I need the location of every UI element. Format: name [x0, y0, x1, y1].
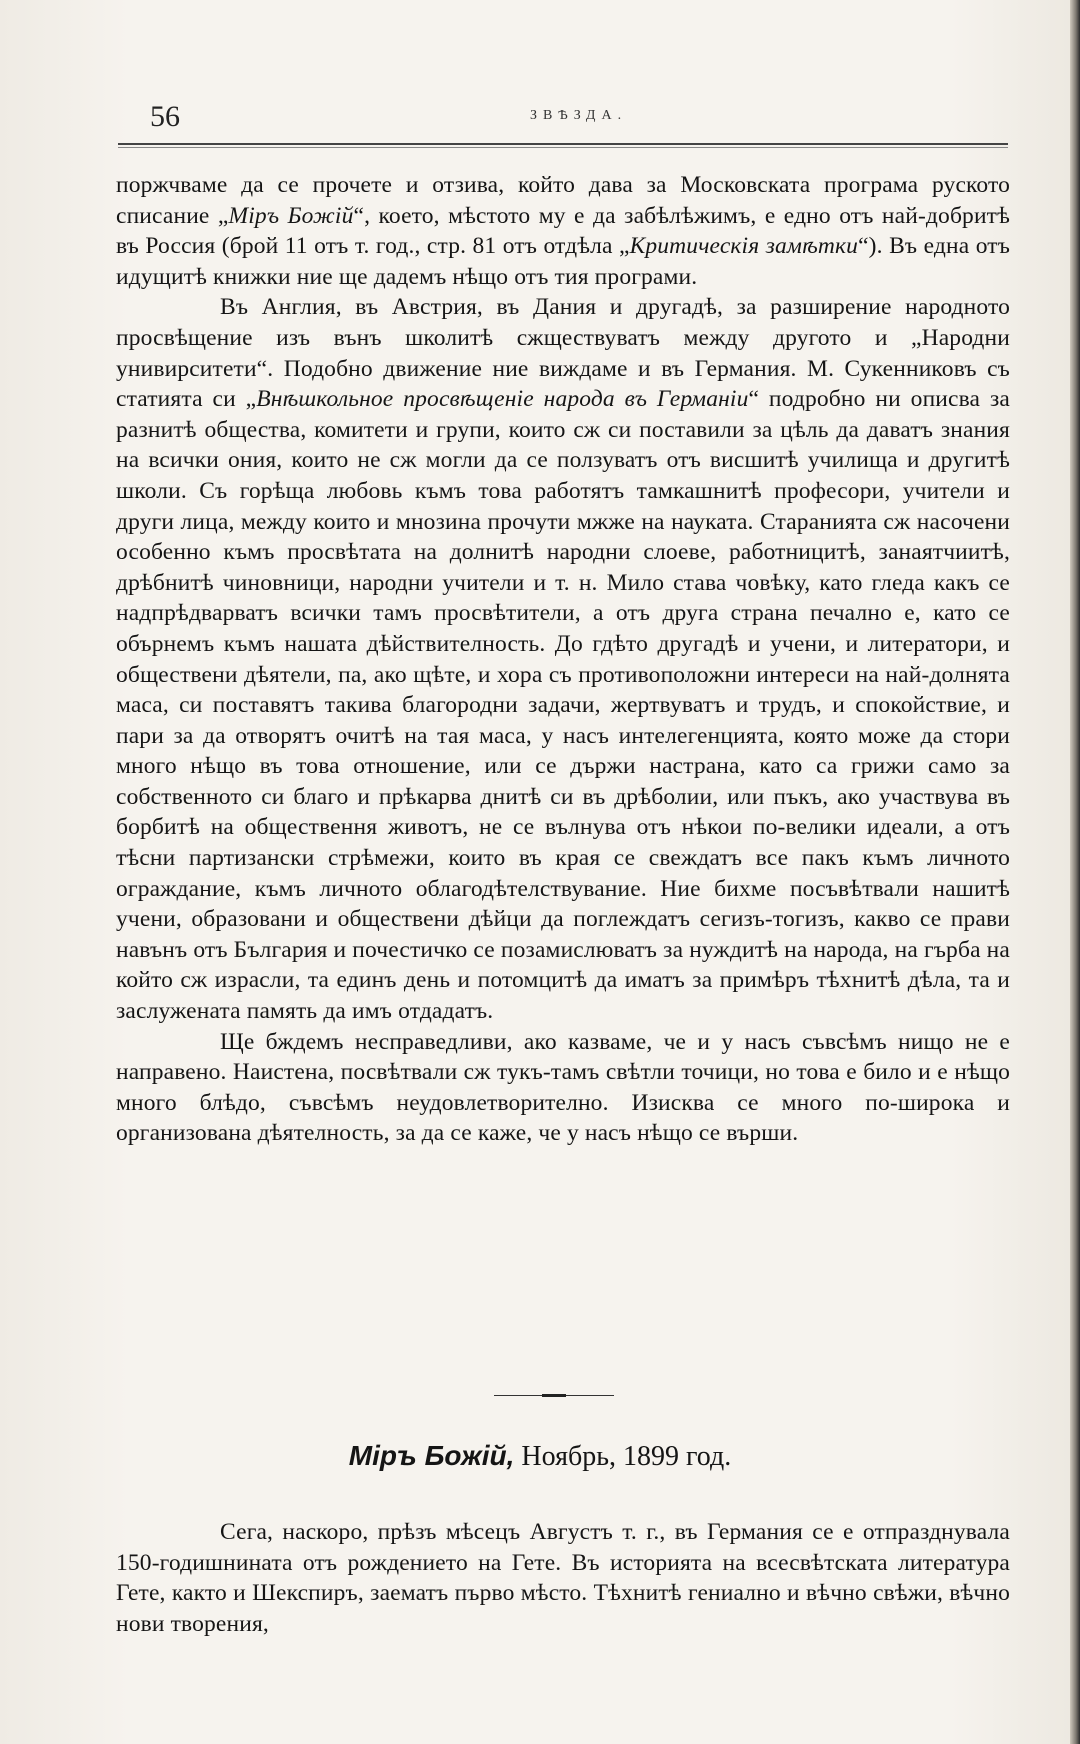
paragraph-text: “, което, мѣстото му е да забѣлѣжимъ, е едно отъ най-добритѣ въ Россия (брой 11 отъ т. год., стр. 81 отъ отдѣла „ — [116, 202, 1011, 260]
paragraph — [116, 1517, 1010, 1639]
paragraph-text: поржчваме да се прочете и отзива, който дава за Московската програма руското списание „ — [116, 172, 1010, 229]
separator-center-mark — [542, 1394, 566, 1397]
section-journal-name: Міръ Божій, — [348, 1440, 515, 1471]
page-spine-edge — [1070, 0, 1080, 1744]
section-title-italic: Критическія замѣтки — [629, 233, 859, 260]
paragraph — [116, 170, 1010, 292]
journal-title-italic: Міръ Божій — [228, 202, 354, 229]
paragraph-text: “). Въ една отъ идущитѣ книжки ние ще дадемъ нѣщо отъ тия програми. — [116, 233, 1011, 290]
body-text-section-2 — [116, 1517, 1010, 1639]
paragraph-text: Сега, наскоро, прѣзъ мѣсецъ Августъ т. г., въ Германия се е отпразднувала 150-годишнината отъ рождението на Гете. Въ историята на всесвѣтската литература Гете, както и Шекспиръ, заематъ първо мѣсто. Тѣхнитѣ гениално и вѣчно свѣжи, вѣчно нови творения, — [116, 1519, 1010, 1637]
page-header — [150, 100, 1010, 140]
paragraph-text: Въ Англия, въ Австрия, въ Дания и другадѣ, за разширение народното просвѣщение изъ вънъ школитѣ сжществуватъ между другото и „Народни унивирситети“. Подобно движение ние виждаме и въ Германия. М. Сукенниковъ съ статията си „ — [116, 294, 1010, 413]
body-text — [116, 170, 1010, 1149]
paragraph — [116, 292, 1010, 1026]
paragraph-text: Ще бждемъ несправедливи, ако казваме, че и у насъ съвсѣмъ нищо не е направено. Наистена, посвѣтвали сж тукъ-тамъ свѣтли точици, но това е било и е нѣщо много блѣдо, съвсѣмъ неудовлетворително. Изисква се много по-широка и организована дѣятелность, за да се каже, че у насъ нѣщо се върши. — [116, 1028, 1010, 1147]
paragraph — [116, 1027, 1010, 1149]
paragraph-text: “ подробно ни описва за разнитѣ общества, комитети и групи, които сж си поставили за цѣль да даватъ знания на всички ония, които не сж могли да се ползуватъ отъ висшитѣ училища и другитѣ школи. Съ горѣща любовь къмъ това работятъ тамкашнитѣ професори, учители и други лица, между които и мнозина прочути мжже на науката. Старанията сж насочени особенно къмъ просвѣтата на долнитѣ народни слоеве, работницитѣ, занаятчиитѣ, дрѣбнитѣ чиновници, народни учители и т. н. Мило става човѣку, като гледа какъ се надпрѣдварватъ всички тамъ просвѣтители, а отъ друга страна печално е, като се обърнемъ къмъ нашата дѣйствителность. До гдѣто другадѣ и учени, и литератори, и обществени дѣятели, па, ако щѣте, и хора съ противоположни интереси на най-долнята маса, си поставятъ такива благородни задачи, жертвуватъ и трудъ, и спокойствие, и пари за да отворятъ очитѣ на тая маса, у насъ интелегенцията, която може да стори много нѣщо въ това отношение, или се държи настрана, като са грижи само за собственното си благо и прѣкарва днитѣ си въ дрѣболии, или пъкъ, ако участвува въ борбитѣ на обществення животъ, не се вълнува отъ нѣкои по-велики идеали, а отъ тѣсни партизански стрѣмежи, които въ края се свеждатъ все пакъ къмъ личното ограждание, къмъ личното облагодѣтелствувание. Ние бихме посъвѣтвали нашитѣ учени, образовани и обществени дѣйци да поглеждатъ сегизъ-тогизъ, какво се прави навънъ отъ България и почестичко се позамислюватъ за нуждитѣ на народа, на гърба на който сж израсли, та единъ день и потомцитѣ да иматъ за примѣръ тѣхнитѣ дѣла, та и заслужената память да имъ отдадатъ. — [116, 386, 1010, 1025]
page-number: 56 — [150, 100, 180, 133]
header-rule — [118, 143, 1008, 145]
section-heading — [0, 1440, 1080, 1473]
article-title-italic: Внѣшкольное просвѣщеніе народа въ Германіи — [256, 386, 749, 413]
running-title: ЗВѢЗДА. — [530, 108, 628, 123]
header-rule-thin — [118, 147, 1008, 148]
section-separator — [494, 1394, 614, 1398]
section-date: Ноябрь, 1899 год. — [514, 1441, 732, 1472]
